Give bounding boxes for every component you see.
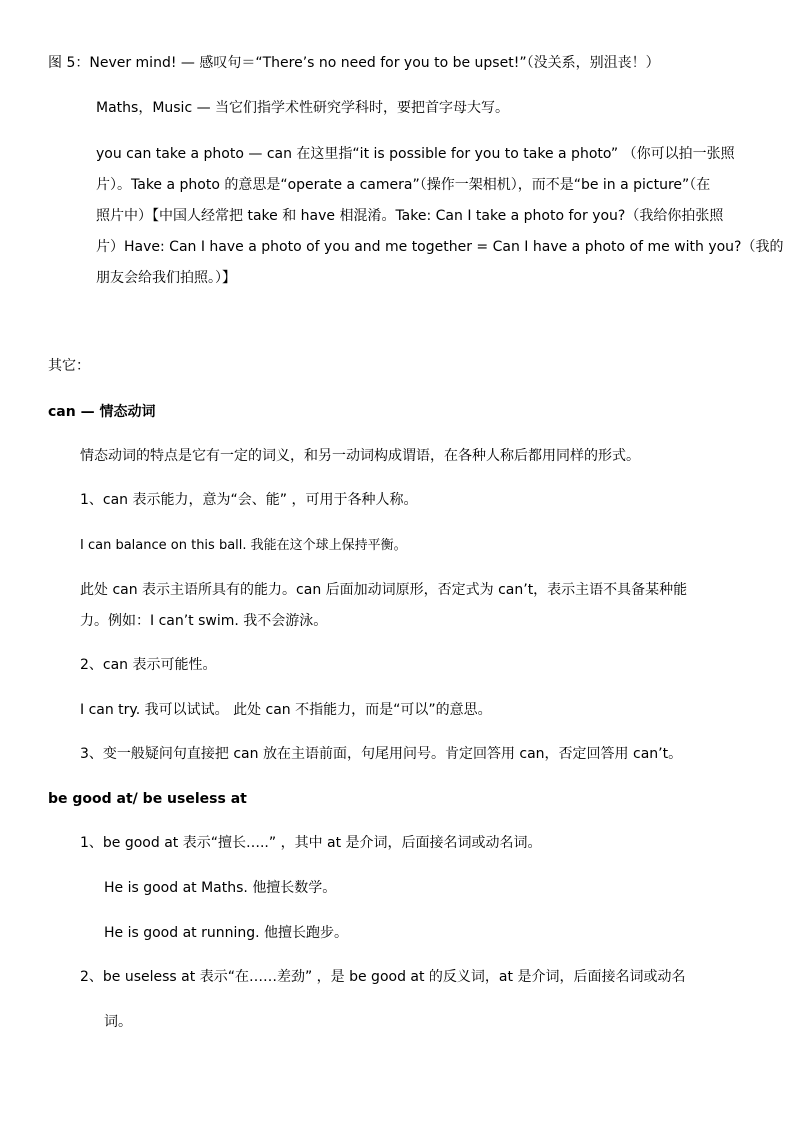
photo-note-line-5: 朋友会给我们拍照。）】: [96, 270, 236, 286]
other-heading: 其它：: [48, 358, 90, 374]
photo-note-line-2: 片）。Take a photo 的意思是“operate a camera”（操作一架相机），而不是“be in a picture”（在: [96, 177, 711, 193]
photo-note-line-3: 照片中）【中国人经常把 take 和 have 相混淆。Take: Can I take a photo for you?（我给你拍张照: [96, 208, 724, 224]
useless-at-line-1: 2、be useless at 表示“在……差劲” ，是 be good at 的反义词，at 是介词，后面接名词或动名: [80, 969, 686, 985]
can-point-3: 3、变一般疑问句直接把 can 放在主语前面，句尾用问号。肯定回答用 can，否定回答用 can’t。: [80, 746, 683, 762]
can-point-2: 2、can 表示可能性。: [80, 657, 217, 673]
ability-note-line-2: 力。例如：I can’t swim. 我不会游泳。: [80, 613, 328, 629]
maths-music-note: Maths，Music — 当它们指学术性研究学科时，要把首字母大写。: [96, 100, 510, 116]
modal-verb-description: 情态动词的特点是它有一定的词义，和另一动词构成谓语，在各种人称后都用同样的形式。: [80, 448, 640, 464]
fig5-note: 图 5：Never mind! — 感叹句＝“There’s no need for you to be upset!”（没关系，别沮丧！）: [48, 55, 660, 71]
useless-at-line-2: 词。: [104, 1014, 132, 1030]
example-balance: I can balance on this ball. 我能在这个球上保持平衡。: [80, 538, 407, 553]
example-maths: He is good at Maths. 他擅长数学。: [104, 880, 337, 896]
example-running: He is good at running. 他擅长跑步。: [104, 925, 349, 941]
photo-note-line-1: you can take a photo — can 在这里指“it is possible for you to take a photo” （你可以拍一张照: [96, 146, 735, 162]
can-point-1: 1、can 表示能力，意为“会、能” ，可用于各种人称。: [80, 492, 418, 508]
good-at-point-1: 1、be good at 表示“擅长…..” ，其中 at 是介词，后面接名词或动名词。: [80, 835, 542, 851]
good-at-heading: be good at/ be useless at: [48, 791, 247, 807]
can-heading: can — 情态动词: [48, 404, 156, 420]
example-try: I can try. 我可以试试。 此处 can 不指能力，而是“可以”的意思。: [80, 702, 492, 718]
ability-note-line-1: 此处 can 表示主语所具有的能力。can 后面加动词原形，否定式为 can’t，表示主语不具备某种能: [80, 582, 688, 598]
photo-note-line-4: 片）Have: Can I have a photo of you and me together = Can I have a photo of me with you?（我的: [96, 239, 784, 255]
